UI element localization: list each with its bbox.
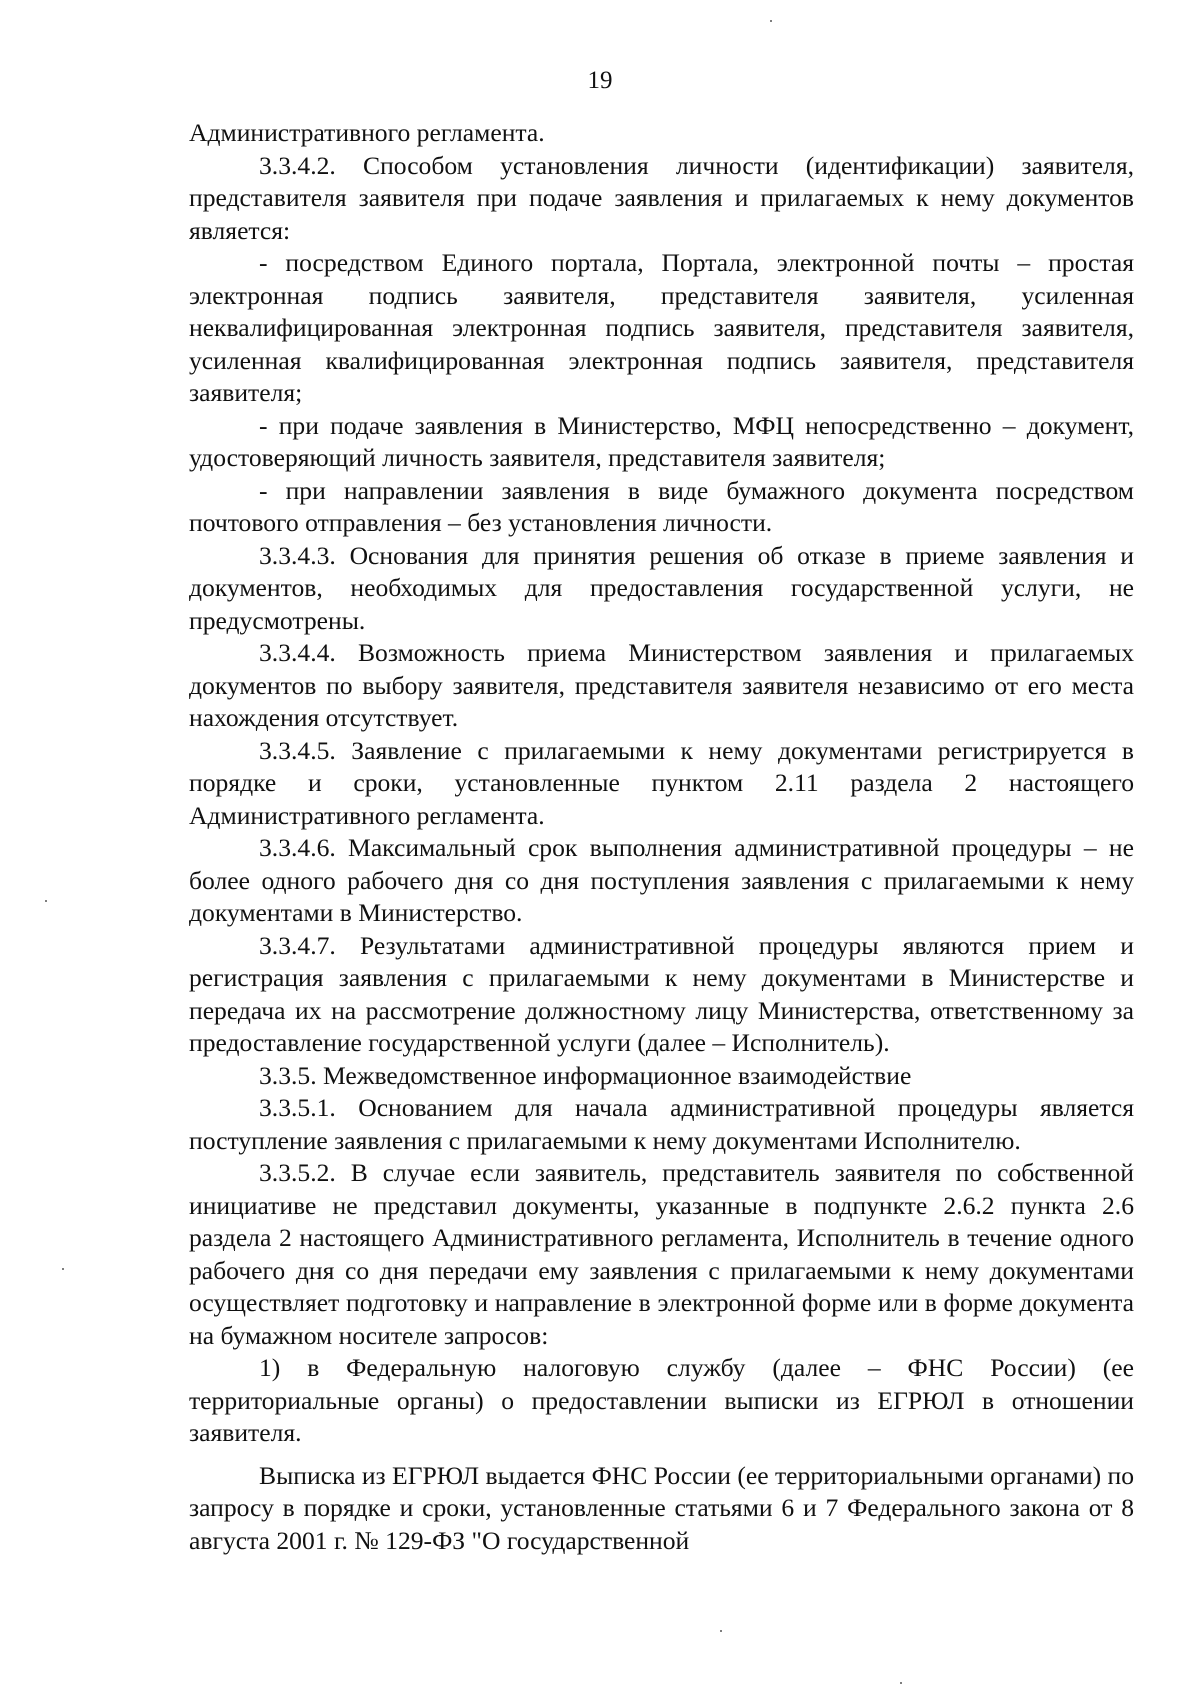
scan-speck <box>770 20 772 22</box>
paragraph: Выписка из ЕГРЮЛ выдается ФНС России (ее территориальными органами) по запросу в порядке и сроки, установленные статьями 6 и 7 Федерального закона от 8 августа 2001 г. № 129-ФЗ "О государственной <box>189 1460 1134 1555</box>
paragraph: 3.3.5.2. В случае если заявитель, представитель заявителя по собственной инициативе не представил документы, указанные в подпункте 2.6.2 пункта 2.6 раздела 2 настоящего Административного регламента, Исполнитель в течение одного рабочего дня со дня передачи ему заявления с прилагаемыми к нему документами осуществляет подготовку и направление в электронной форме или в форме документа на бумажном носителе запросов: <box>189 1158 1134 1350</box>
paragraph: 3.3.4.3. Основания для принятия решения об отказе в приеме заявления и документов, необходимых для предоставления государственной услуги, не предусмотрены. <box>189 540 1134 635</box>
paragraph: 3.3.4.7. Результатами административной процедуры являются прием и регистрация заявления с прилагаемыми к нему документами в Министерстве и передача их на рассмотрение должностному лицу Министерства, ответственному за предоставление государственной услуги (далее – Исполнитель). <box>189 930 1134 1057</box>
paragraph: - посредством Единого портала, Портала, электронной почты – простая электронная подпись заявителя, представителя заявителя, усиленная неквалифицированная электронная подпись заявителя, представителя заявителя, усиленная квалифицированная электронная подпись заявителя, представителя заявителя; <box>189 248 1134 407</box>
paragraph: 3.3.5.1. Основанием для начала административной процедуры является поступление заявления с прилагаемыми к нему документами Исполнителю. <box>189 1093 1134 1155</box>
paragraph: 3.3.4.4. Возможность приема Министерством заявления и прилагаемых документов по выбору заявителя, представителя заявителя независимо от его места нахождения отсутствует. <box>189 638 1134 732</box>
paragraph: - при подаче заявления в Министерство, МФЦ непосредственно – документ, удостоверяющий личность заявителя, представителя заявителя; <box>189 410 1134 472</box>
document-body <box>189 117 1134 1557</box>
section-heading: 3.3.5. Межведомственное информационное взаимодействие <box>259 1060 912 1090</box>
paragraph: 3.3.4.6. Максимальный срок выполнения административной процедуры – не более одного рабочего дня со дня поступления заявления с прилагаемыми к нему документами в Министерство. <box>189 833 1134 927</box>
scan-speck <box>900 1682 902 1684</box>
scan-speck <box>62 1268 64 1270</box>
paragraph: 3.3.4.5. Заявление с прилагаемыми к нему документами регистрируется в порядке и сроки, установленные пунктом 2.11 раздела 2 настоящего Административного регламента. <box>189 735 1134 830</box>
page-number: 19 <box>587 67 613 94</box>
paragraph: - при направлении заявления в виде бумажного документа посредством почтового отправления – без установления личности. <box>189 475 1134 537</box>
scan-speck <box>45 900 47 902</box>
scan-speck <box>720 1630 722 1632</box>
paragraph: 1) в Федеральную налоговую службу (далее – ФНС России) (ее территориальные органы) о предоставлении выписки из ЕГРЮЛ в отношении заявителя. <box>189 1353 1134 1447</box>
paragraph: Административного регламента. <box>189 118 545 147</box>
paragraph: 3.3.4.2. Способом установления личности (идентификации) заявителя, представителя заявителя при подаче заявления и прилагаемых к нему документов является: <box>189 150 1134 245</box>
